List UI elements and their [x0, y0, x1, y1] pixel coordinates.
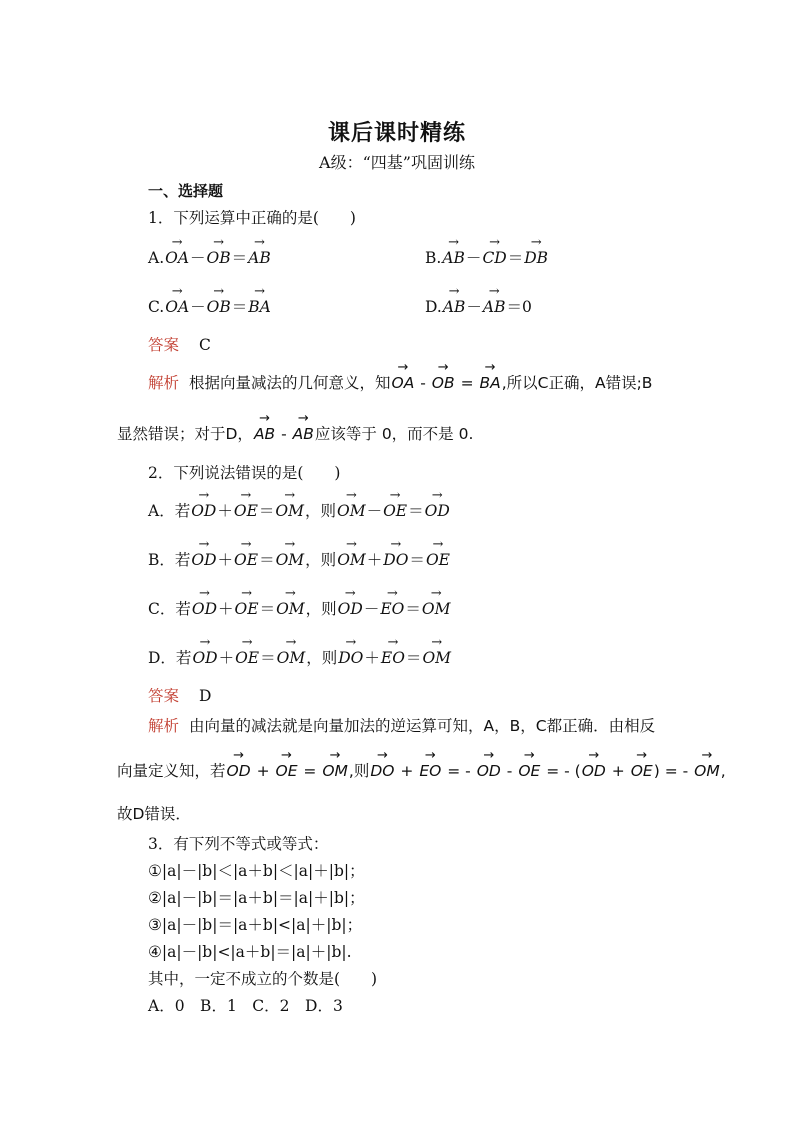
operator: + — [395, 762, 419, 780]
analysis-text: 应该等于 0，而不是 0. — [314, 425, 474, 443]
option-label: A．若 — [148, 502, 191, 520]
q2-analysis-line3: 故D错误． — [117, 805, 191, 823]
vector: → DB — [524, 249, 548, 267]
operator: + — [251, 762, 275, 780]
q3-stem: 3．有下列不等式或等式： — [148, 835, 329, 853]
vector: → OD — [582, 762, 606, 780]
vector: → AB — [293, 425, 314, 443]
q2-answer — [148, 684, 211, 706]
vector: → OM — [276, 551, 305, 569]
vector: → OD — [192, 649, 217, 667]
operator: － — [366, 502, 383, 520]
q1-option-c — [148, 295, 272, 317]
analysis-label: 解析 — [148, 717, 180, 735]
operator: ＋ — [218, 649, 235, 667]
operator: － — [466, 298, 482, 316]
analysis-text: ,则 — [348, 762, 370, 780]
operator: － — [465, 249, 482, 267]
q2-option-a — [148, 499, 451, 521]
q2-stem: 2．下列说法错误的是( ) — [148, 464, 341, 482]
q2-analysis-line1 — [148, 714, 655, 736]
vector: → OE — [276, 762, 298, 780]
q3-item-4: ④|a|－|b|<|a＋b|＝|a|＋|b|. — [148, 943, 352, 961]
operator: ＝ — [258, 502, 275, 520]
q3-question: 其中，一定不成立的个数是( ) — [148, 970, 378, 988]
q3-item-3: ③|a|－|b|＝|a＋b|<|a|＋|b|； — [148, 916, 363, 934]
answer-value: C — [199, 336, 211, 354]
vector: → DO — [338, 649, 363, 667]
vector: → OE — [631, 762, 653, 780]
vector: → CD — [482, 249, 506, 267]
q1-option-d — [425, 295, 532, 317]
operator: ＋ — [217, 502, 233, 520]
vector: → AB — [442, 249, 465, 267]
operator: ＝ — [259, 551, 275, 569]
option-label: C. — [148, 298, 165, 316]
q1-option-b — [425, 246, 549, 268]
operator: = — [298, 762, 322, 780]
option-label: A. — [148, 249, 165, 267]
operator: － — [363, 600, 380, 618]
operator: - — [501, 762, 518, 780]
vector: → OD — [338, 600, 363, 618]
operator: ＝ — [507, 249, 524, 267]
operator: ＝ — [409, 551, 425, 569]
q2-option-b — [148, 548, 451, 570]
vector: → AB — [248, 249, 271, 267]
vector: → DO — [383, 551, 408, 569]
section-heading: 一、选择题 — [148, 182, 224, 200]
operator: ＋ — [364, 649, 380, 667]
operator: - — [276, 425, 292, 443]
vector: → OA — [392, 374, 415, 392]
q2-analysis-line2 — [117, 759, 726, 781]
operator: ＝ — [405, 649, 422, 667]
option-label: D．若 — [148, 649, 192, 667]
q1-analysis-line2 — [117, 422, 473, 444]
vector: → OD — [425, 502, 450, 520]
q3-item-1: ①|a|－|b|＜|a＋b|＜|a|＋|b|； — [148, 862, 365, 880]
vector: → EO — [419, 762, 441, 780]
vector: → OE — [518, 762, 540, 780]
analysis-text: 显然错误；对于D， — [117, 425, 253, 443]
vector: → OE — [235, 649, 259, 667]
vector: → OD — [477, 762, 501, 780]
operator: ＝ — [231, 249, 248, 267]
analysis-label: 解析 — [148, 374, 180, 392]
vector: → EO — [381, 649, 405, 667]
option-label: C．若 — [148, 600, 191, 618]
connector: ，则 — [305, 551, 337, 569]
vector: → OM — [322, 762, 348, 780]
page-title: 课后课时精练 — [327, 120, 466, 146]
operator: － — [190, 298, 206, 316]
option-label: B．若 — [148, 551, 191, 569]
operator: - — [415, 374, 431, 392]
operator: ＝0 — [506, 298, 532, 316]
operator: ＝ — [259, 600, 276, 618]
operator: ＋ — [366, 551, 383, 569]
vector: → OB — [207, 298, 231, 316]
vector: → OD — [191, 502, 216, 520]
vector: → OM — [694, 762, 720, 780]
option-label: D. — [425, 298, 442, 316]
analysis-text: 由向量的减法就是向量加法的逆运算可知，A，B，C都正确．由相反 — [189, 717, 656, 735]
analysis-text: , — [720, 762, 726, 780]
vector: → OB — [207, 249, 231, 267]
operator: ＝ — [260, 649, 276, 667]
vector: → OE — [234, 502, 258, 520]
q3-item-2: ②|a|－|b|＝|a＋b|＝|a|＋|b|； — [148, 889, 365, 907]
vector: → AB — [443, 298, 466, 316]
operator: ＝ — [405, 600, 421, 618]
operator: ) = - — [653, 762, 694, 780]
q3-choices: A．0 B．1 C．2 D．3 — [148, 997, 343, 1015]
option-label: B. — [425, 249, 442, 267]
operator: + — [606, 762, 630, 780]
operator: = - — [442, 762, 476, 780]
operator: ＋ — [217, 551, 234, 569]
q2-option-c — [148, 597, 451, 619]
vector: → OM — [422, 649, 451, 667]
operator: = - ( — [541, 762, 581, 780]
analysis-text: 根据向量减法的几何意义，知 — [189, 374, 391, 392]
vector: → OM — [337, 502, 366, 520]
vector: → OM — [277, 649, 306, 667]
connector: ，则 — [305, 600, 337, 618]
answer-label: 答案 — [148, 687, 180, 705]
vector: → BA — [479, 374, 500, 392]
vector: → OD — [192, 600, 217, 618]
answer-value: D — [199, 687, 212, 705]
q2-option-d — [148, 646, 452, 668]
q1-option-a — [148, 246, 272, 268]
analysis-text: 向量定义知，若 — [117, 762, 226, 780]
q1-stem: 1．下列运算中正确的是( ) — [148, 209, 356, 227]
vector: → OE — [234, 551, 258, 569]
vector: → OM — [275, 502, 304, 520]
page-subtitle: A级：“四基”巩固训练 — [319, 153, 475, 172]
vector: → OE — [235, 600, 259, 618]
operator: ＝ — [231, 298, 248, 316]
vector: → OD — [227, 762, 251, 780]
connector: ，则 — [304, 502, 336, 520]
vector: → OM — [337, 551, 366, 569]
operator: － — [190, 249, 206, 267]
vector: → OM — [422, 600, 451, 618]
q1-answer — [148, 333, 211, 355]
q1-analysis-line1 — [148, 371, 652, 393]
operator: = — [455, 374, 479, 392]
vector: → OB — [432, 374, 455, 392]
vector: → OA — [165, 249, 189, 267]
analysis-text: ,所以C正确，A错误;B — [501, 374, 653, 392]
vector: → OA — [165, 298, 189, 316]
vector: → AB — [254, 425, 275, 443]
vector: → EO — [380, 600, 404, 618]
operator: ＋ — [218, 600, 234, 618]
vector: → OE — [383, 502, 407, 520]
vector: → OD — [191, 551, 216, 569]
answer-label: 答案 — [148, 336, 180, 354]
operator: ＝ — [408, 502, 424, 520]
vector: → OE — [426, 551, 450, 569]
vector: → AB — [483, 298, 506, 316]
vector: → DO — [370, 762, 394, 780]
vector: → BA — [248, 298, 271, 316]
vector: → OM — [276, 600, 305, 618]
connector: ，则 — [306, 649, 338, 667]
